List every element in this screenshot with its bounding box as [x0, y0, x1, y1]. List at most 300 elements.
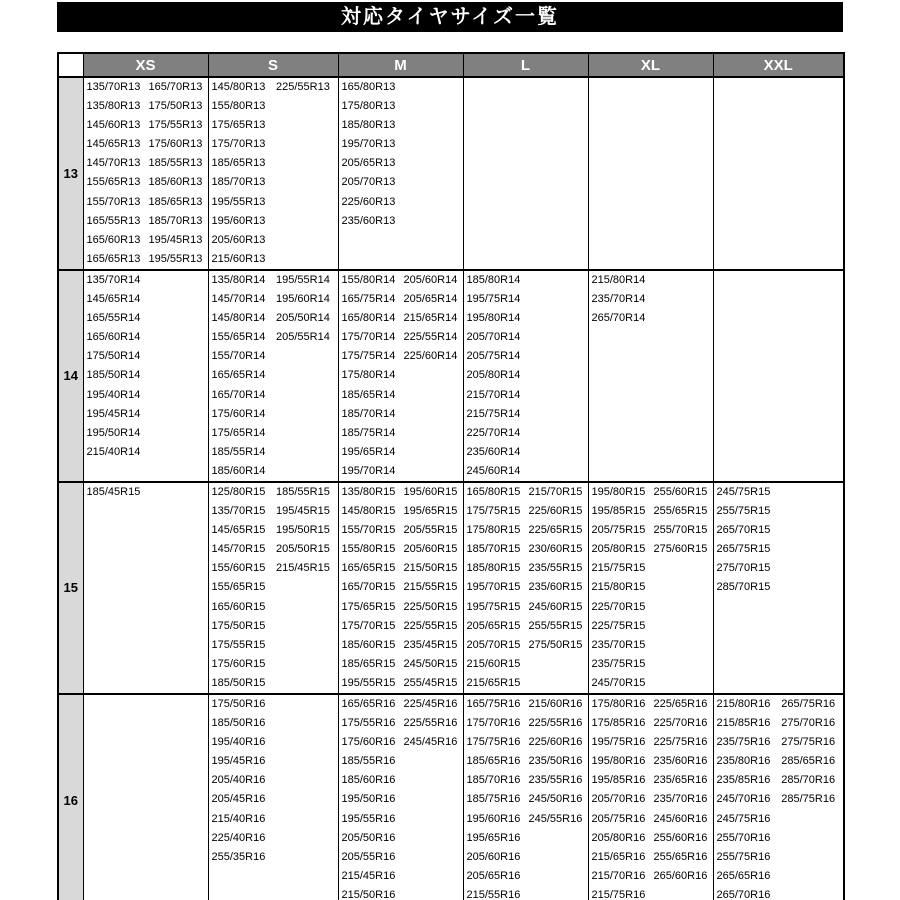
size-row — [209, 829, 338, 848]
size-row — [209, 443, 338, 462]
tire-size: 195/45R13 — [148, 233, 203, 246]
tire-size: 195/55R14 — [276, 273, 330, 286]
size-row — [84, 695, 208, 714]
tire-size: 215/55R15 — [403, 581, 458, 594]
tire-size: 175/75R16 — [466, 736, 521, 749]
size-row — [339, 848, 463, 867]
size-row — [589, 231, 713, 250]
size-row — [714, 78, 844, 97]
size-row — [209, 848, 338, 867]
tire-size: 255/65R16 — [653, 850, 708, 863]
tire-size: 175/80R15 — [466, 524, 521, 537]
size-row — [84, 483, 208, 502]
size-row — [339, 733, 463, 752]
size-row — [84, 405, 208, 424]
size-row — [209, 655, 338, 674]
tire-size: 185/60R14 — [211, 464, 266, 477]
size-row — [209, 212, 338, 231]
size-row — [589, 328, 713, 347]
size-row — [714, 328, 844, 347]
tire-size: 225/55R14 — [403, 331, 458, 344]
size-row — [84, 829, 208, 848]
size-row — [464, 867, 588, 886]
size-row — [209, 559, 338, 578]
size-row — [84, 598, 208, 617]
size-row — [84, 212, 208, 231]
size-row — [339, 424, 463, 443]
tire-size: 235/75R16 — [716, 736, 771, 749]
size-row — [209, 328, 338, 347]
tire-size: 225/60R14 — [403, 350, 458, 363]
tire-size: 165/65R16 — [341, 698, 396, 710]
size-row — [339, 886, 463, 900]
tire-size: 195/55R15 — [341, 676, 396, 689]
tire-size: 275/75R16 — [781, 736, 836, 749]
corner-cell — [58, 53, 83, 77]
tire-size: 185/65R13 — [148, 195, 203, 208]
size-row — [209, 867, 338, 886]
cell-rim14-m — [338, 270, 463, 482]
tire-size: 185/50R14 — [86, 369, 141, 382]
tire-size: 165/65R15 — [341, 562, 396, 575]
tire-size: 165/60R15 — [211, 600, 266, 613]
tire-size: 225/55R13 — [276, 81, 330, 93]
size-row — [339, 271, 463, 290]
size-row — [339, 655, 463, 674]
tire-size: 195/40R14 — [86, 388, 141, 401]
size-row — [84, 309, 208, 328]
tire-size: 195/80R15 — [591, 485, 646, 498]
tire-size: 185/65R14 — [341, 388, 396, 401]
size-row — [339, 559, 463, 578]
cell-rim13-l — [463, 77, 588, 270]
size-row — [209, 733, 338, 752]
size-row — [339, 483, 463, 502]
tire-size: 275/60R15 — [653, 543, 708, 556]
size-row — [714, 559, 844, 578]
size-row — [714, 250, 844, 269]
size-row — [589, 848, 713, 867]
tire-size: 175/85R16 — [591, 717, 646, 730]
size-row — [464, 655, 588, 674]
size-row — [84, 752, 208, 771]
size-row — [84, 867, 208, 886]
size-row — [209, 598, 338, 617]
tire-size: 165/55R14 — [86, 312, 141, 325]
size-row — [714, 829, 844, 848]
tire-size: 165/75R16 — [466, 698, 521, 710]
size-row — [464, 578, 588, 597]
tire-size: 205/70R15 — [466, 638, 521, 651]
tire-size: 245/45R16 — [403, 736, 458, 749]
size-row — [589, 829, 713, 848]
tire-size: 265/70R16 — [716, 888, 771, 900]
tire-size: 195/65R14 — [341, 445, 396, 458]
size-row — [464, 443, 588, 462]
size-row — [714, 97, 844, 116]
tire-size: 215/70R16 — [591, 869, 646, 882]
tire-size: 175/80R16 — [591, 698, 646, 710]
cell-rim14-xxl — [713, 270, 844, 482]
size-row — [339, 193, 463, 212]
size-row — [209, 674, 338, 693]
tire-size: 205/50R14 — [276, 312, 330, 325]
size-row — [589, 810, 713, 829]
tire-size: 205/70R13 — [341, 176, 396, 189]
tire-size: 155/65R13 — [86, 176, 141, 189]
size-row — [209, 752, 338, 771]
tire-size: 195/50R14 — [86, 426, 141, 439]
size-row — [589, 598, 713, 617]
size-row — [209, 617, 338, 636]
tire-size: 255/45R15 — [403, 676, 458, 689]
tire-size: 265/70R15 — [716, 524, 771, 537]
size-row — [464, 752, 588, 771]
cell-rim14-l — [463, 270, 588, 482]
size-row — [339, 366, 463, 385]
tire-size: 195/40R16 — [211, 736, 266, 749]
tire-size: 185/70R13 — [211, 176, 266, 189]
tire-size: 225/60R13 — [341, 195, 396, 208]
tire-size: 215/60R13 — [211, 252, 266, 265]
tire-size: 195/60R15 — [403, 485, 458, 498]
size-row — [209, 636, 338, 655]
tire-size: 205/65R14 — [403, 293, 458, 306]
rim-label-15: 15 — [58, 482, 83, 694]
size-row — [464, 790, 588, 809]
tire-size-table — [57, 52, 845, 900]
tire-size: 195/45R16 — [211, 755, 266, 768]
size-row — [339, 154, 463, 173]
size-row — [589, 521, 713, 540]
size-row — [464, 347, 588, 366]
tire-size: 155/80R14 — [341, 273, 396, 286]
tire-size: 225/40R16 — [211, 831, 266, 844]
tire-size: 205/40R16 — [211, 774, 266, 787]
tire-size: 155/70R13 — [86, 195, 141, 208]
tire-size: 245/50R16 — [528, 793, 583, 806]
tire-size: 195/50R15 — [276, 524, 330, 537]
size-row — [589, 867, 713, 886]
tire-size: 225/60R15 — [528, 505, 583, 518]
size-row — [339, 309, 463, 328]
tire-size: 195/55R13 — [148, 252, 203, 265]
size-row — [714, 309, 844, 328]
tire-size: 235/65R16 — [653, 774, 708, 787]
tire-size: 195/75R14 — [466, 293, 521, 306]
size-row — [464, 810, 588, 829]
size-row — [589, 674, 713, 693]
tire-size: 205/65R13 — [341, 157, 396, 170]
size-row — [339, 578, 463, 597]
tire-size: 145/80R15 — [341, 505, 396, 518]
size-row — [339, 714, 463, 733]
size-row — [209, 424, 338, 443]
size-row — [464, 886, 588, 900]
column-header-l: L — [463, 53, 588, 77]
tire-size: 225/65R16 — [653, 698, 708, 710]
size-row — [464, 309, 588, 328]
size-row — [339, 212, 463, 231]
tire-size: 225/75R16 — [653, 736, 708, 749]
size-row — [84, 78, 208, 97]
size-row — [714, 366, 844, 385]
size-row — [714, 386, 844, 405]
tire-size: 195/45R14 — [86, 407, 141, 420]
size-row — [589, 212, 713, 231]
size-row — [209, 695, 338, 714]
size-row — [84, 636, 208, 655]
size-row — [209, 886, 338, 900]
size-row — [714, 578, 844, 597]
tire-size: 215/75R14 — [466, 407, 521, 420]
size-row — [589, 559, 713, 578]
tire-size: 245/55R16 — [528, 812, 583, 825]
tire-size: 195/75R15 — [466, 600, 521, 613]
tire-size: 285/75R16 — [781, 793, 836, 806]
tire-size: 155/60R15 — [211, 562, 266, 575]
size-row — [589, 347, 713, 366]
tire-size: 215/60R16 — [528, 698, 583, 710]
size-row — [714, 212, 844, 231]
size-row — [714, 443, 844, 462]
tire-size: 165/65R14 — [211, 369, 266, 382]
tire-size: 275/70R16 — [781, 717, 836, 730]
tire-size: 145/70R14 — [211, 293, 266, 306]
size-row — [464, 674, 588, 693]
tire-size: 165/65R13 — [86, 252, 141, 265]
size-row — [714, 848, 844, 867]
tire-size: 145/65R13 — [86, 138, 141, 151]
tire-size: 165/70R14 — [211, 388, 266, 401]
size-row — [339, 250, 463, 269]
size-row — [84, 328, 208, 347]
size-row — [714, 886, 844, 900]
size-row — [464, 462, 588, 481]
size-row — [464, 290, 588, 309]
size-row — [589, 78, 713, 97]
tire-size: 195/55R16 — [341, 812, 396, 825]
tire-size: 235/50R16 — [528, 755, 583, 768]
size-row — [209, 250, 338, 269]
tire-size: 285/70R16 — [781, 774, 836, 787]
size-row — [464, 193, 588, 212]
tire-size: 205/65R16 — [466, 869, 521, 882]
tire-size: 175/65R15 — [341, 600, 396, 613]
tire-size: 185/55R15 — [276, 485, 330, 498]
tire-size: 215/65R15 — [466, 676, 521, 689]
size-row — [589, 695, 713, 714]
size-row — [464, 695, 588, 714]
size-row — [209, 578, 338, 597]
tire-size: 175/65R14 — [211, 426, 266, 439]
tire-size: 185/60R16 — [341, 774, 396, 787]
tire-size: 195/55R13 — [211, 195, 266, 208]
tire-size: 225/75R15 — [591, 619, 646, 632]
tire-size: 225/55R16 — [528, 717, 583, 730]
tire-size: 185/70R15 — [466, 543, 521, 556]
size-row — [589, 271, 713, 290]
tire-size: 245/70R16 — [716, 793, 771, 806]
size-row — [714, 173, 844, 192]
size-row — [714, 271, 844, 290]
size-row — [209, 502, 338, 521]
size-row — [84, 810, 208, 829]
tire-size: 230/60R15 — [528, 543, 583, 556]
size-row — [84, 848, 208, 867]
size-row — [714, 135, 844, 154]
size-row — [339, 810, 463, 829]
size-row — [714, 405, 844, 424]
cell-rim16-xxl — [713, 694, 844, 900]
size-row — [84, 674, 208, 693]
size-row — [209, 309, 338, 328]
tire-size: 215/50R15 — [403, 562, 458, 575]
size-row — [589, 617, 713, 636]
rim-section-14 — [58, 270, 844, 482]
size-row — [84, 193, 208, 212]
size-row — [714, 290, 844, 309]
tire-size: 165/60R13 — [86, 233, 141, 246]
tire-size: 155/65R14 — [211, 331, 266, 344]
tire-size: 185/65R16 — [466, 755, 521, 768]
tire-size: 235/75R15 — [591, 657, 646, 670]
tire-size: 175/70R15 — [341, 619, 396, 632]
tire-size: 195/75R16 — [591, 736, 646, 749]
size-row — [464, 502, 588, 521]
tire-size: 175/50R14 — [86, 350, 141, 363]
tire-size: 185/60R15 — [341, 638, 396, 651]
size-row — [339, 695, 463, 714]
size-row — [209, 771, 338, 790]
size-row — [589, 173, 713, 192]
tire-size: 135/80R14 — [211, 273, 266, 286]
tire-size: 165/80R14 — [341, 312, 396, 325]
tire-size: 245/70R15 — [591, 676, 646, 689]
size-row — [84, 540, 208, 559]
tire-size: 175/55R15 — [211, 638, 266, 651]
tire-size: 215/45R16 — [341, 869, 396, 882]
size-row — [339, 502, 463, 521]
size-row — [589, 540, 713, 559]
size-row — [464, 424, 588, 443]
size-row — [589, 771, 713, 790]
tire-size: 215/75R15 — [591, 562, 646, 575]
size-row — [84, 578, 208, 597]
size-row — [589, 386, 713, 405]
size-row — [714, 867, 844, 886]
size-row — [339, 97, 463, 116]
cell-rim13-xs — [83, 77, 208, 270]
tire-size: 235/70R14 — [591, 293, 646, 306]
tire-size: 195/70R13 — [341, 138, 396, 151]
size-row — [209, 173, 338, 192]
size-row — [714, 483, 844, 502]
size-row — [589, 578, 713, 597]
cell-rim15-xs — [83, 482, 208, 694]
size-row — [339, 540, 463, 559]
tire-size: 135/80R15 — [341, 485, 396, 498]
size-row — [589, 886, 713, 900]
tire-size: 205/75R14 — [466, 350, 521, 363]
tire-size: 215/65R16 — [591, 850, 646, 863]
tire-size: 185/80R15 — [466, 562, 521, 575]
size-row — [714, 636, 844, 655]
size-row — [464, 617, 588, 636]
tire-size: 215/80R14 — [591, 273, 646, 286]
tire-size: 175/80R13 — [341, 100, 396, 113]
tire-size: 215/60R15 — [466, 657, 521, 670]
tire-size: 155/80R15 — [341, 543, 396, 556]
size-row — [84, 714, 208, 733]
size-row — [714, 154, 844, 173]
size-row — [589, 462, 713, 481]
cell-rim14-xl — [588, 270, 713, 482]
tire-size: 215/70R14 — [466, 388, 521, 401]
size-row — [209, 462, 338, 481]
tire-size: 255/60R15 — [653, 485, 708, 498]
tire-size: 195/65R16 — [466, 831, 521, 844]
tire-size: 285/70R15 — [716, 581, 771, 594]
size-row — [464, 521, 588, 540]
size-row — [339, 116, 463, 135]
tire-size: 235/70R16 — [653, 793, 708, 806]
tire-size: 175/60R15 — [211, 657, 266, 670]
size-row — [714, 424, 844, 443]
size-row — [339, 829, 463, 848]
size-row — [209, 193, 338, 212]
tire-size: 185/75R16 — [466, 793, 521, 806]
tire-size: 165/75R14 — [341, 293, 396, 306]
size-row — [209, 231, 338, 250]
tire-size: 175/70R16 — [466, 717, 521, 730]
size-row — [339, 443, 463, 462]
tire-size: 205/75R15 — [591, 524, 646, 537]
tire-size: 145/70R15 — [211, 543, 266, 556]
size-row — [589, 135, 713, 154]
size-row — [84, 655, 208, 674]
tire-size: 195/80R16 — [591, 755, 646, 768]
tire-size: 175/65R13 — [211, 119, 266, 132]
size-row — [589, 290, 713, 309]
size-row — [464, 271, 588, 290]
tire-size: 165/60R14 — [86, 331, 141, 344]
tire-size: 185/70R13 — [148, 214, 203, 227]
size-row — [339, 386, 463, 405]
tire-size: 175/60R16 — [341, 736, 396, 749]
table-wrap — [57, 52, 843, 900]
tire-size: 205/70R14 — [466, 331, 521, 344]
size-row — [84, 617, 208, 636]
size-row — [84, 443, 208, 462]
size-row — [209, 540, 338, 559]
tire-size: 185/65R15 — [341, 657, 396, 670]
tire-size: 185/60R13 — [148, 176, 203, 189]
tire-size: 185/80R14 — [466, 273, 521, 286]
cell-rim16-xs — [83, 694, 208, 900]
size-row — [464, 154, 588, 173]
page-title: 対応タイヤサイズ一覧 — [57, 2, 843, 32]
tire-size: 215/55R16 — [466, 888, 521, 900]
size-row — [714, 810, 844, 829]
tire-size: 125/80R15 — [211, 485, 266, 498]
rim-section-15 — [58, 482, 844, 694]
size-row — [209, 116, 338, 135]
tire-size: 235/55R15 — [528, 562, 583, 575]
tire-size: 145/60R13 — [86, 119, 141, 132]
tire-size: 265/75R15 — [716, 543, 771, 556]
size-row — [339, 231, 463, 250]
